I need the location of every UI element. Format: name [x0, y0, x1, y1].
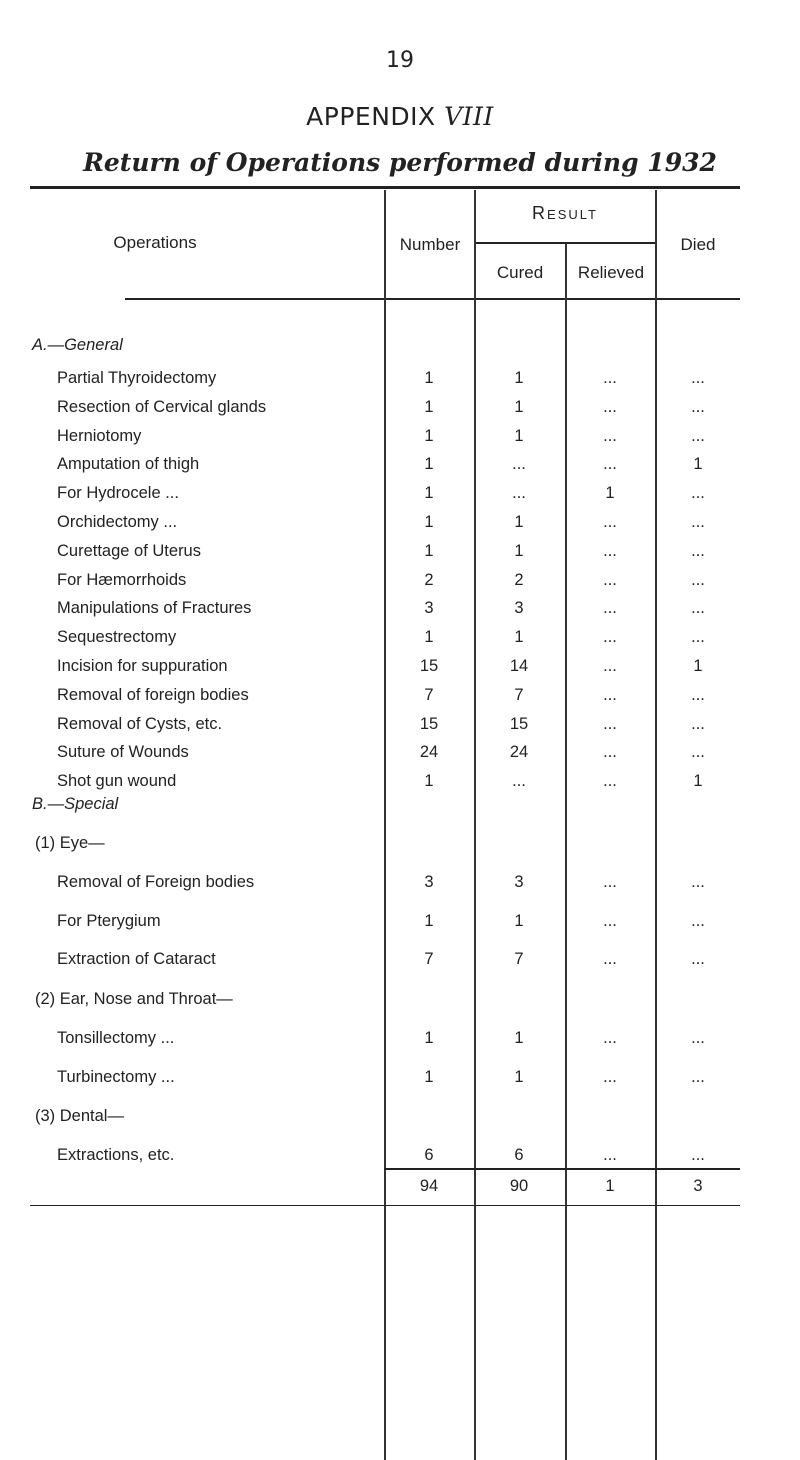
section-b-heading: B.—Special: [32, 795, 119, 813]
operation-name: Removal of foreign bodies: [57, 685, 249, 704]
operation-name: Removal of Foreign bodies: [57, 873, 255, 891]
relieved-value: ...: [603, 1029, 617, 1047]
header-number: Number: [399, 235, 461, 254]
number-value: 3: [424, 873, 434, 891]
died-value: ...: [691, 714, 705, 733]
operation-name: Tonsillectomy ...: [57, 1029, 175, 1047]
died-value: ...: [691, 599, 705, 618]
operation-name: Partial Thyroidectomy: [57, 369, 217, 387]
number-value: 7: [424, 685, 434, 704]
table-row: [0, 398, 800, 422]
died-value: ...: [691, 369, 705, 387]
died-value: ...: [691, 570, 705, 589]
relieved-value: ...: [603, 426, 617, 445]
operation-name: Herniotomy: [57, 426, 142, 445]
died-value: ...: [691, 484, 705, 503]
cured-value: 1: [514, 911, 524, 930]
table-row: [0, 1146, 800, 1170]
relieved-value: ...: [603, 873, 617, 891]
table-row: [0, 873, 800, 897]
table-row: [0, 484, 800, 508]
died-value: ...: [691, 628, 705, 647]
cured-value: 1: [514, 1067, 524, 1086]
cured-value: 24: [509, 743, 529, 762]
relieved-value: 1: [605, 484, 615, 503]
operation-name: Extractions, etc.: [57, 1146, 175, 1164]
number-value: 1: [424, 484, 434, 503]
cured-value: 3: [514, 599, 524, 618]
number-value: 1: [424, 426, 434, 445]
header-operations: Operations: [113, 233, 197, 252]
operation-name: Extraction of Cataract: [57, 950, 216, 968]
died-value: ...: [691, 426, 705, 445]
relieved-value: ...: [603, 628, 617, 647]
appendix-title: [0, 102, 800, 131]
appendix-roman: VIII: [444, 102, 494, 131]
section-b-heading-row: [0, 795, 800, 819]
number-value: 24: [419, 743, 439, 762]
cured-value: 1: [514, 1029, 524, 1047]
cured-value: 1: [514, 397, 524, 416]
table-row: [0, 950, 800, 974]
cured-value: 1: [514, 541, 524, 560]
header-cured: Cured: [496, 263, 544, 282]
cured-value: 15: [509, 714, 529, 733]
relieved-value: ...: [603, 950, 617, 968]
subsection-ent-row: [0, 990, 800, 1014]
cured-value: 14: [509, 657, 529, 675]
number-value: 2: [424, 570, 434, 589]
number-value: 1: [424, 369, 434, 387]
died-value: ...: [691, 743, 705, 762]
operation-name: Turbinectomy ...: [57, 1067, 175, 1086]
header-bottom-rule: [125, 298, 740, 300]
cured-value: ...: [512, 484, 526, 503]
number-value: 1: [424, 541, 434, 560]
relieved-value: ...: [603, 772, 617, 791]
relieved-value: ...: [603, 369, 617, 387]
number-value: 1: [424, 397, 434, 416]
top-rule: [30, 186, 740, 189]
cured-value: ...: [512, 772, 526, 791]
table-row: [0, 599, 800, 623]
cured-value: 7: [514, 685, 524, 704]
table-row: [0, 772, 800, 796]
totals-row: [0, 1177, 800, 1201]
subsection-ent: (2) Ear, Nose and Throat—: [35, 990, 233, 1008]
operation-name: For Hæmorrhoids: [57, 570, 187, 589]
number-value: 3: [424, 599, 434, 618]
subsection-dental: (3) Dental—: [35, 1107, 124, 1125]
relieved-value: ...: [603, 657, 617, 675]
died-value: ...: [691, 397, 705, 416]
died-value: ...: [691, 541, 705, 560]
died-value: ...: [691, 873, 705, 891]
number-value: 1: [424, 455, 434, 474]
table-row: [0, 571, 800, 595]
relieved-value: ...: [603, 685, 617, 704]
subsection-dental-row: [0, 1107, 800, 1131]
table-row: [0, 657, 800, 681]
relieved-value: ...: [603, 513, 617, 531]
cured-value: 6: [514, 1146, 524, 1164]
cured-value: 3: [514, 873, 524, 891]
relieved-value: ...: [603, 714, 617, 733]
header-died: Died: [680, 235, 716, 254]
total-died: 3: [693, 1177, 703, 1195]
relieved-value: ...: [603, 570, 617, 589]
cured-value: 2: [514, 570, 524, 589]
operation-name: Amputation of thigh: [57, 455, 200, 474]
died-value: ...: [691, 513, 705, 531]
died-value: ...: [691, 1029, 705, 1047]
total-number: 94: [419, 1177, 439, 1195]
number-value: 15: [419, 657, 439, 675]
table-row: [0, 715, 800, 739]
table-row: [0, 369, 800, 393]
relieved-value: ...: [603, 541, 617, 560]
operation-name: Shot gun wound: [57, 772, 177, 791]
header-relieved: Relieved: [577, 263, 645, 282]
table-row: [0, 1029, 800, 1053]
page-number: 19: [386, 48, 414, 73]
died-value: 1: [693, 772, 703, 791]
section-a-heading: A.—General: [32, 336, 123, 354]
total-cured: 90: [509, 1177, 529, 1195]
operation-name: Suture of Wounds: [57, 743, 189, 762]
number-value: 1: [424, 1029, 434, 1047]
cured-value: 1: [514, 628, 524, 647]
number-value: 15: [419, 714, 439, 733]
died-value: 1: [693, 657, 703, 675]
appendix-title-prefix: APPENDIX: [306, 102, 445, 131]
relieved-value: ...: [603, 911, 617, 930]
table-row: [0, 513, 800, 537]
cured-value: 1: [514, 513, 524, 531]
total-relieved: 1: [605, 1177, 615, 1195]
cured-value: 1: [514, 369, 524, 387]
number-value: 6: [424, 1146, 434, 1164]
section-a-heading-row: [0, 336, 800, 360]
subsection-eye: (1) Eye—: [35, 834, 105, 852]
totals-rule: [384, 1168, 740, 1170]
operation-name: Resection of Cervical glands: [57, 397, 267, 416]
bottom-rule: [30, 1205, 740, 1206]
operation-name: For Hydrocele ...: [57, 484, 179, 503]
operation-name: Incision for suppuration: [57, 657, 228, 675]
relieved-value: ...: [603, 599, 617, 618]
died-value: ...: [691, 950, 705, 968]
number-value: 7: [424, 950, 434, 968]
relieved-value: ...: [603, 1067, 617, 1086]
number-value: 1: [424, 513, 434, 531]
died-value: ...: [691, 1067, 705, 1086]
operation-name: Removal of Cysts, etc.: [57, 714, 223, 733]
table-row: [0, 427, 800, 451]
died-value: ...: [691, 911, 705, 930]
cured-value: ...: [512, 455, 526, 474]
relieved-value: ...: [603, 397, 617, 416]
table-subtitle: Return of Operations performed during 1932: [83, 148, 717, 177]
operation-name: Manipulations of Fractures: [57, 599, 252, 618]
died-value: 1: [693, 455, 703, 474]
relieved-value: ...: [603, 743, 617, 762]
relieved-value: ...: [603, 455, 617, 474]
number-value: 1: [424, 1067, 434, 1086]
number-value: 1: [424, 911, 434, 930]
operation-name: For Pterygium: [57, 911, 161, 930]
cured-value: 1: [514, 426, 524, 445]
table-row: [0, 686, 800, 710]
cured-value: 7: [514, 950, 524, 968]
operation-name: Orchidectomy ...: [57, 513, 178, 531]
operation-name: Curettage of Uterus: [57, 541, 201, 560]
number-value: 1: [424, 772, 434, 791]
subsection-eye-row: [0, 834, 800, 858]
table-row: [0, 542, 800, 566]
table-row: [0, 628, 800, 652]
operation-name: Sequestrectomy: [57, 628, 177, 647]
died-value: ...: [691, 1146, 705, 1164]
relieved-value: ...: [603, 1146, 617, 1164]
header-result: Result: [532, 203, 598, 223]
table-row: [0, 1068, 800, 1092]
table-row: [0, 455, 800, 479]
table-row: [0, 743, 800, 767]
number-value: 1: [424, 628, 434, 647]
table-row: [0, 912, 800, 936]
died-value: ...: [691, 685, 705, 704]
